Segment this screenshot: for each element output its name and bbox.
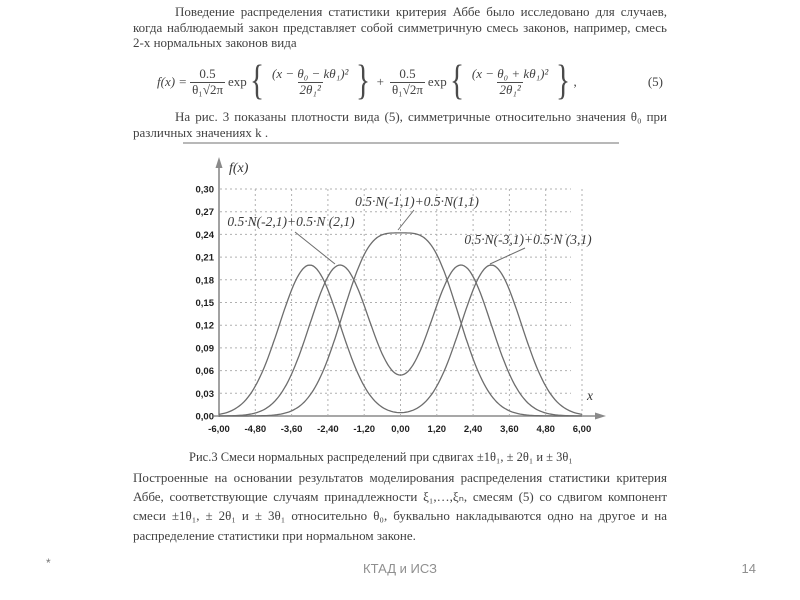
brace-close-2: } [556,58,571,105]
x-tick-label: 6,00 [572,424,592,435]
brace-open-1: { [249,58,264,105]
y-tick-label: 0,12 [195,320,214,332]
footer-title: КТАД и ИСЗ [363,561,437,576]
formula-coef-fraction-1: $\frac{0.5}{\text{θ₁√2π}}$ [192,65,224,97]
figure-3 [183,142,619,465]
series-annotation-2: 0.5·N(-3,1)+0.5·N (3,1) [464,232,592,247]
formula-comma: , [573,74,577,89]
paragraph-intro: Поведение распределения статистики критерия Аббе было исследовано для случаев, когда наблюдаемый закон представляет собой симметричную смесь законов, например, смесь 2-х нормальных законов вида [133,4,667,50]
series-annotation-0: 0.5·N(-1,1)+0.5·N(1,1) [355,194,479,209]
mixture-chart [183,144,619,442]
formula-coef-fraction-2: $\frac{0.5}{\text{θ₁√2π}}$ [391,65,423,97]
x-tick-label: 1,20 [427,424,447,435]
y-axis-title: f(x) [229,161,249,176]
slide-number: 14 [741,561,756,576]
annotation-leader-line [490,248,525,264]
formula-term-fraction-1: $\frac{\text{(x − θ₀ − kθ₁)²}}{\text{2θ₁²}}$ [271,65,349,97]
y-tick-label: 0,15 [195,297,214,309]
x-tick-label: -3,60 [280,424,303,435]
x-axis-title: x [587,388,593,403]
equation-number: (5) [647,74,663,89]
x-tick-label: -4,80 [244,424,267,435]
paragraph-fig-ref: На рис. 3 показаны плотности вида (5), симметричные относительно значения θ₀ при различных значениях k . [133,109,667,140]
y-tick-label: 0,09 [195,343,214,355]
brace-close-1: } [356,58,371,105]
annotation-leader-line [295,232,335,264]
formula-term-fraction-2: $\frac{\text{(x − θ₀ + kθ₁)²}}{\text{2θ₁²}}$ [471,65,549,97]
formula-exp-1: exp [228,74,247,89]
figure-caption: Рис.3 Смеси нормальных распределений при сдвигах ±1θ₁, ± 2θ₁ и ± 3θ₁ [189,450,573,464]
footer-asterisk: * [46,556,51,570]
x-tick-label: 4,80 [536,424,555,435]
y-tick-label: 0,24 [195,229,214,241]
series-annotation-1: 0.5·N(-2,1)+0.5·N (2,1) [227,214,355,229]
x-axis-arrow [595,413,606,420]
y-tick-label: 0,21 [195,252,214,264]
y-tick-label: 0,27 [195,207,214,219]
x-tick-label: -6,00 [208,424,230,435]
y-axis-arrow [216,157,223,168]
x-tick-label: -1,20 [353,424,376,435]
y-tick-label: 0,30 [195,184,214,196]
brace-open-2: { [449,58,464,105]
y-tick-label: 0,03 [195,388,214,400]
y-tick-label: 0,18 [195,275,214,287]
paragraph-conclusion: Построенные на основании результатов моделирования распределения статистики критерия Аббе, соответствующие случаям принадлежности ξ₁,…,ξₙ, смесям (5) со сдвигом компонент смеси ±1θ₁, ± 2θ₁ и ± 3θ₁ относительно θ₀, буквально накладываются одно на другое и на распределение статистики при нормальном законе. [133,470,667,543]
formula-plus: + [376,74,384,89]
x-tick-label: -2,40 [317,424,339,435]
x-tick-label: 3,60 [500,424,519,435]
formula-5 [133,56,667,108]
formula-lhs: f(x) = [157,74,188,89]
y-tick-label: 0,00 [195,411,214,423]
x-tick-label: 0,00 [391,424,410,435]
y-tick-label: 0,06 [195,366,214,378]
x-tick-label: 2,40 [463,424,483,435]
formula-exp-2: exp [427,74,447,89]
